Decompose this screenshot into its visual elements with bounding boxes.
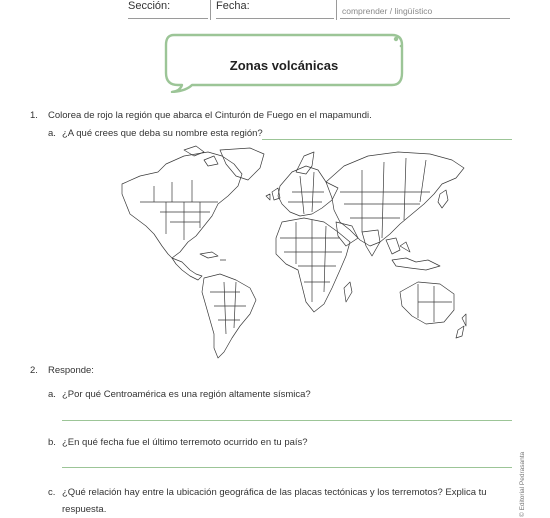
map-arabia bbox=[336, 222, 358, 246]
q1-number: 1. bbox=[30, 110, 38, 121]
map-europe-borders bbox=[288, 172, 324, 214]
map-asia-borders bbox=[340, 158, 430, 238]
map-australia-borders bbox=[418, 284, 452, 322]
fecha-label: Fecha: bbox=[216, 0, 250, 12]
q2b-answer-line[interactable] bbox=[62, 467, 512, 468]
q2a-answer-line[interactable] bbox=[62, 420, 512, 421]
map-uk bbox=[266, 188, 280, 200]
q1a-letter: a. bbox=[48, 128, 56, 139]
map-south-america bbox=[202, 274, 256, 358]
q2b-letter: b. bbox=[48, 437, 56, 448]
q2a-text: ¿Por qué Centroamérica es una región altamente sísmica? bbox=[62, 389, 311, 400]
fecha-line bbox=[216, 18, 334, 19]
q1-text: Colorea de rojo la región que abarca el Cinturón de Fuego en el mapamundi. bbox=[48, 110, 372, 121]
map-madagascar bbox=[344, 282, 352, 302]
q2-text: Responde: bbox=[48, 365, 94, 376]
map-greenland bbox=[220, 148, 264, 180]
map-scandinavia bbox=[296, 152, 314, 174]
q2c-text-line2: respuesta. bbox=[62, 504, 107, 515]
page-title: Zonas volcánicas bbox=[229, 58, 339, 73]
map-central-america bbox=[172, 258, 202, 280]
map-caribbean bbox=[200, 252, 226, 260]
q2-number: 2. bbox=[30, 365, 38, 376]
q2a-letter: a. bbox=[48, 389, 56, 400]
map-canada-states bbox=[140, 180, 218, 240]
q1a-text: ¿A qué crees que deba su nombre esta región? bbox=[62, 128, 263, 139]
map-north-america bbox=[122, 152, 242, 258]
seccion-label: Sección: bbox=[128, 0, 171, 12]
q2c-text-line1: ¿Qué relación hay entre la ubicación geográfica de las placas tectónicas y los terremotos? Explica tu bbox=[62, 487, 487, 498]
map-new-zealand bbox=[456, 314, 466, 338]
map-asia bbox=[326, 152, 464, 246]
map-europe bbox=[278, 166, 338, 216]
map-africa-borders bbox=[280, 220, 342, 302]
header-divider bbox=[210, 0, 211, 20]
competencias-text: comprender / lingüístico bbox=[342, 6, 433, 16]
q2b-text: ¿En qué fecha fue el último terremoto ocurrido en tu país? bbox=[62, 437, 308, 448]
world-map[interactable] bbox=[100, 142, 472, 362]
map-south-america-borders bbox=[210, 282, 246, 334]
map-australia bbox=[400, 282, 454, 324]
seccion-line bbox=[128, 18, 208, 19]
competencias-line bbox=[340, 18, 510, 19]
map-arctic-islands bbox=[184, 146, 218, 166]
publisher-credit: © Editorial Pedrasanta bbox=[519, 451, 526, 517]
header-divider-2 bbox=[336, 0, 337, 20]
q2c-letter: c. bbox=[48, 487, 56, 498]
q1a-answer-line[interactable] bbox=[262, 139, 512, 140]
map-southeast-asia bbox=[386, 238, 410, 254]
map-indonesia bbox=[392, 258, 440, 270]
map-africa bbox=[276, 218, 350, 312]
map-japan bbox=[438, 190, 448, 208]
